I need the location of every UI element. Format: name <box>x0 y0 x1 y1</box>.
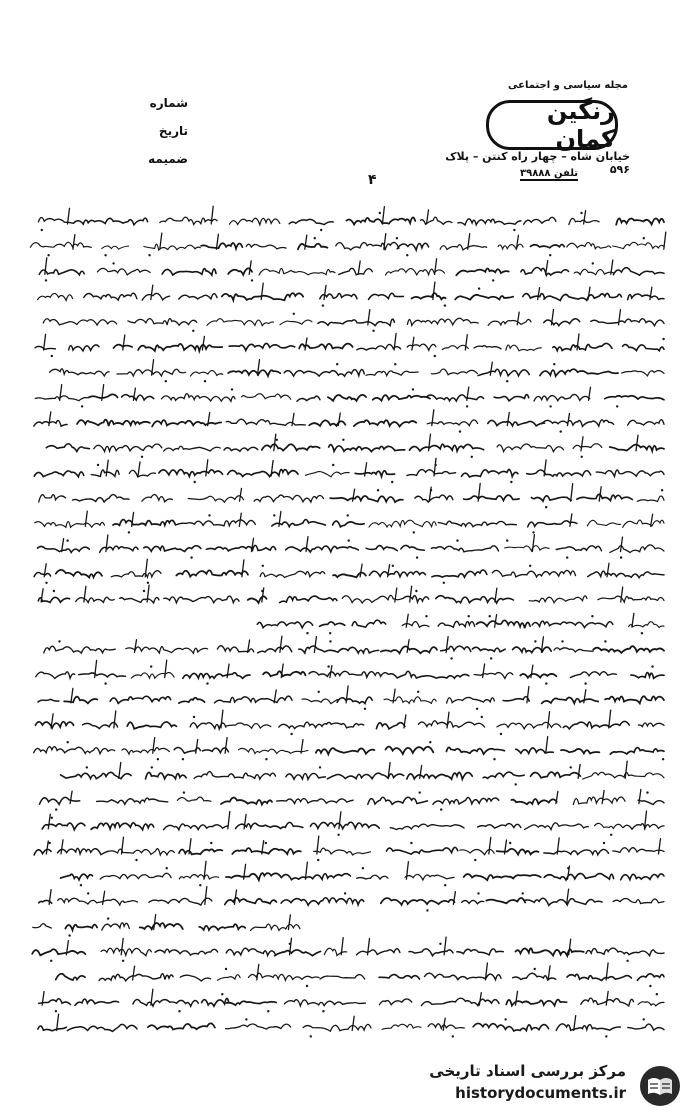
handwritten-line <box>32 937 664 962</box>
handwritten-line <box>46 434 664 458</box>
handwritten-line <box>35 385 664 408</box>
handwritten-line <box>38 282 664 307</box>
magazine-logo: رنگین کمان <box>486 100 618 150</box>
page-mark: ۴ <box>368 172 377 188</box>
handwritten-line <box>39 887 664 912</box>
handwritten-line <box>34 737 665 761</box>
watermark-org: مرکز بررسی اسناد تاریخی <box>429 1062 626 1080</box>
handwritten-line <box>34 458 664 483</box>
letterhead-phone: تلفن ۳۹۸۸۸ <box>520 168 579 179</box>
date-label: تاریخ <box>158 124 188 138</box>
letterhead-tagline: مجله سیاسی و اجتماعی <box>508 80 628 91</box>
number-label: شماره <box>149 96 188 110</box>
watermark-text <box>429 1062 626 1102</box>
letterhead-address: خیابان شاه – چهار راه کنتن – پلاک ۵۹۶ <box>445 150 630 176</box>
handwritten-line <box>33 915 300 937</box>
handwritten-line <box>34 410 664 433</box>
handwritten-line <box>35 710 664 735</box>
handwritten-line <box>38 585 664 603</box>
handwritten-line <box>42 811 664 836</box>
watermark <box>408 1062 688 1114</box>
handwritten-line <box>36 660 664 685</box>
handwritten-line <box>61 861 665 886</box>
handwritten-line <box>39 989 664 1012</box>
handwritten-line <box>34 836 664 861</box>
handwritten-line <box>39 258 664 282</box>
book-logo-icon <box>636 1064 684 1108</box>
handwritten-line <box>40 789 665 810</box>
handwritten-line <box>56 963 664 987</box>
handwritten-line <box>38 1014 664 1038</box>
handwritten-line <box>39 483 664 508</box>
handwritten-line <box>50 360 665 383</box>
handwritten-line <box>61 761 665 786</box>
handwritten-line <box>34 559 664 584</box>
handwritten-line <box>30 232 666 256</box>
handwritten-line <box>35 333 665 357</box>
handwritten-line <box>38 535 665 559</box>
attachment-label: ضمیمه <box>148 152 188 166</box>
handwritten-line <box>257 613 664 634</box>
handwritten-line <box>43 310 664 332</box>
handwritten-line <box>39 206 665 231</box>
watermark-url: historydocuments.ir <box>455 1084 626 1102</box>
handwritten-line <box>44 636 664 659</box>
handwritten-line <box>38 686 664 710</box>
handwritten-line <box>35 511 664 534</box>
